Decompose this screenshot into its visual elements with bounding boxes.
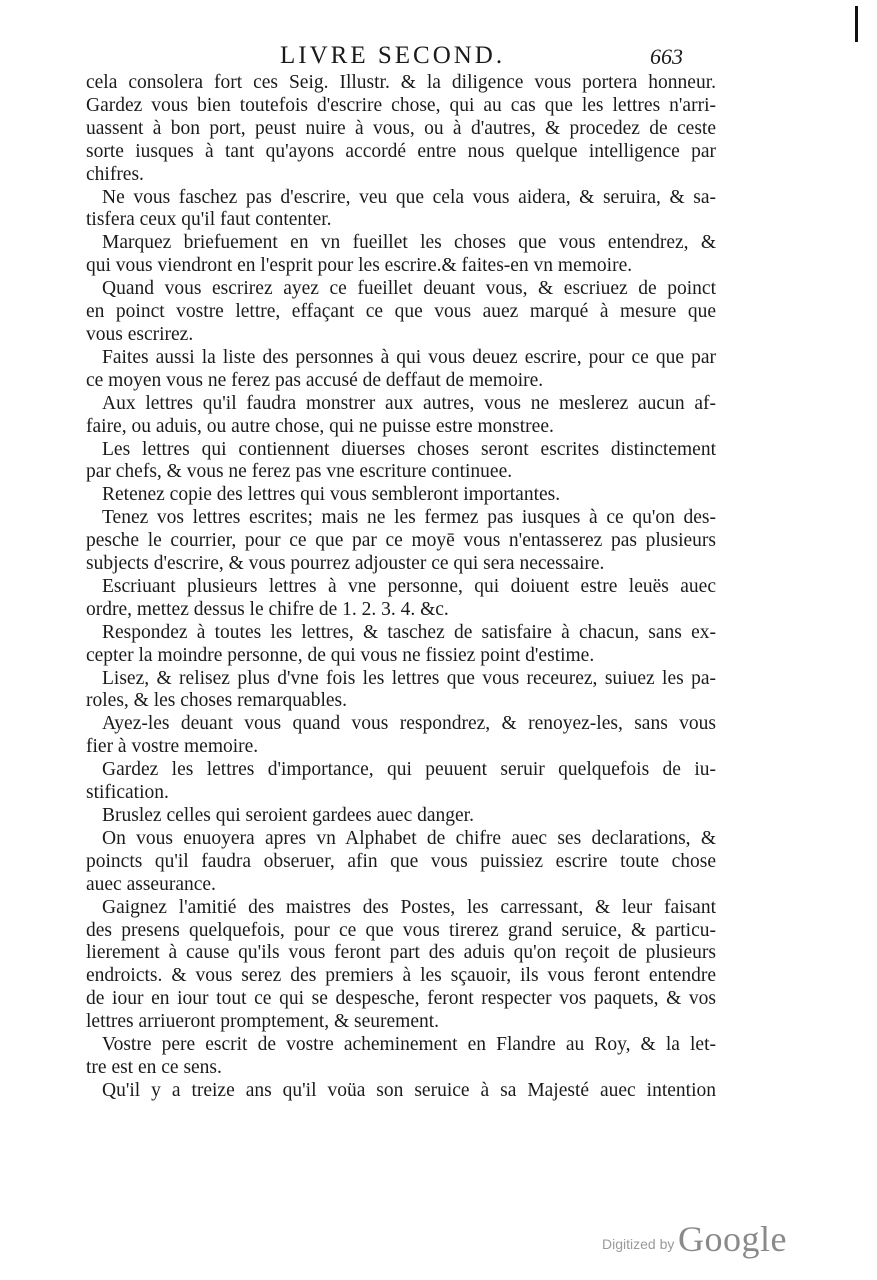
text-line: Marquez briefuement en vn fueillet les choses que vous entendrez, & bbox=[102, 232, 716, 254]
text-line: Ne vous faschez pas d'escrire, veu que cela vous aidera, & seruira, & sa- bbox=[102, 186, 716, 208]
text-line: tisfera ceux qu'il faut contenter. bbox=[86, 209, 332, 231]
text-line: uassent à bon port, peust nuire à vous, ou à d'autres, & procedez de ceste bbox=[86, 117, 716, 139]
digitized-by-label: Digitized by bbox=[602, 1236, 675, 1252]
text-line: Faites aussi la liste des personnes à qui vous deuez escrire, pour ce que par bbox=[102, 346, 716, 368]
google-logo: Google bbox=[678, 1219, 787, 1259]
body-text bbox=[86, 72, 716, 1103]
text-line: roles, & les choses remarquables. bbox=[86, 690, 348, 712]
text-line: tre est en ce sens. bbox=[86, 1056, 222, 1078]
text-line: Ayez-les deuant vous quand vous respondrez, & renoyez-les, sans vous bbox=[102, 713, 716, 735]
text-line: des presens quelquefois, pour ce que vous tirerez grand seruice, & particu- bbox=[86, 919, 716, 941]
text-line: en poinct vostre lettre, effaçant ce que vous auez marqué à mesure que bbox=[86, 301, 716, 323]
text-line: lierement à cause qu'ils vous feront part des aduis qu'on reçoit de plusieurs bbox=[86, 942, 716, 964]
text-line: par chefs, & vous ne ferez pas vne escriture continuee. bbox=[86, 461, 513, 483]
page-header bbox=[0, 30, 877, 70]
text-line: subjects d'escrire, & vous pourrez adjouster ce qui sera necessaire. bbox=[86, 553, 605, 575]
text-line: Tenez vos lettres escrites; mais ne les fermez pas iusques à ce qu'on des- bbox=[102, 507, 716, 529]
text-line: Quand vous escrirez ayez ce fueillet deuant vous, & escriuez de poinct bbox=[102, 278, 716, 300]
google-watermark bbox=[602, 1218, 862, 1258]
text-line: Les lettres qui contiennent diuerses choses seront escrites distinctement bbox=[102, 438, 716, 460]
text-line: Vostre pere escrit de vostre acheminement en Flandre au Roy, & la let- bbox=[102, 1034, 716, 1056]
text-line: de iour en iour tout ce qui se despesche, feront respecter vos paquets, & vos bbox=[86, 988, 716, 1010]
text-line: cela consolera fort ces Seig. Illustr. & la diligence vous portera honneur. bbox=[86, 72, 716, 93]
text-line: On vous enuoyera apres vn Alphabet de chifre auec ses declarations, & bbox=[102, 827, 716, 849]
text-line: endroicts. & vous serez des premiers à les sçauoir, ils vous feront entendre bbox=[86, 965, 716, 987]
running-head: LIVRE SECOND. bbox=[280, 42, 506, 69]
text-line: Escriuant plusieurs lettres à vne personne, qui doiuent estre leuës auec bbox=[102, 575, 716, 597]
text-line: fier à vostre memoire. bbox=[86, 736, 259, 758]
text-line: Gardez les lettres d'importance, qui peuuent seruir quelquefois de iu- bbox=[102, 759, 716, 781]
text-line: Qu'il y a treize ans qu'il voüa son seruice à sa Majesté auec intention bbox=[102, 1079, 716, 1101]
text-line: auec asseurance. bbox=[86, 873, 216, 895]
text-line: Retenez copie des lettres qui vous sembleront importantes. bbox=[102, 484, 561, 506]
text-line: stification. bbox=[86, 782, 169, 804]
text-line: Gaignez l'amitié des maistres des Postes, les carressant, & leur faisant bbox=[102, 896, 716, 918]
text-line: sorte iusques à tant qu'ayons accordé entre nous quelque intelligence par bbox=[86, 140, 716, 162]
text-line: pesche le courrier, pour ce que par ce moyē vous n'entasserez pas plusieurs bbox=[86, 530, 716, 552]
text-line: Bruslez celles qui seroient gardees auec danger. bbox=[102, 805, 474, 826]
text-line: Lisez, & relisez plus d'vne fois les lettres que vous receurez, suiuez les pa- bbox=[102, 667, 716, 689]
text-line: poincts qu'il faudra obseruer, afin que vous puissiez escrire toute chose bbox=[86, 850, 716, 872]
text-line: faire, ou aduis, ou autre chose, qui ne puisse estre monstree. bbox=[86, 415, 554, 437]
text-line: lettres arriueront promptement, & seurement. bbox=[86, 1011, 440, 1033]
text-line: Respondez à toutes les lettres, & taschez de satisfaire à chacun, sans ex- bbox=[102, 621, 716, 643]
text-line: Aux lettres qu'il faudra monstrer aux autres, vous ne meslerez aucun af- bbox=[102, 392, 716, 414]
text-line: cepter la moindre personne, de qui vous ne fissiez point d'estime. bbox=[86, 644, 595, 666]
text-line: ordre, mettez dessus le chifre de 1. 2. 3. 4. &c. bbox=[86, 598, 449, 620]
text-line: qui vous viendront en l'esprit pour les escrire.& faites-en vn memoire. bbox=[86, 255, 633, 277]
text-line: Gardez vous bien toutefois d'escrire chose, qui au cas que les lettres n'arri- bbox=[86, 94, 716, 116]
page-number: 663 bbox=[650, 44, 683, 69]
text-line: ce moyen vous ne ferez pas accusé de deffaut de memoire. bbox=[86, 369, 544, 391]
text-line: chifres. bbox=[86, 163, 144, 185]
text-line: vous escrirez. bbox=[86, 323, 194, 345]
